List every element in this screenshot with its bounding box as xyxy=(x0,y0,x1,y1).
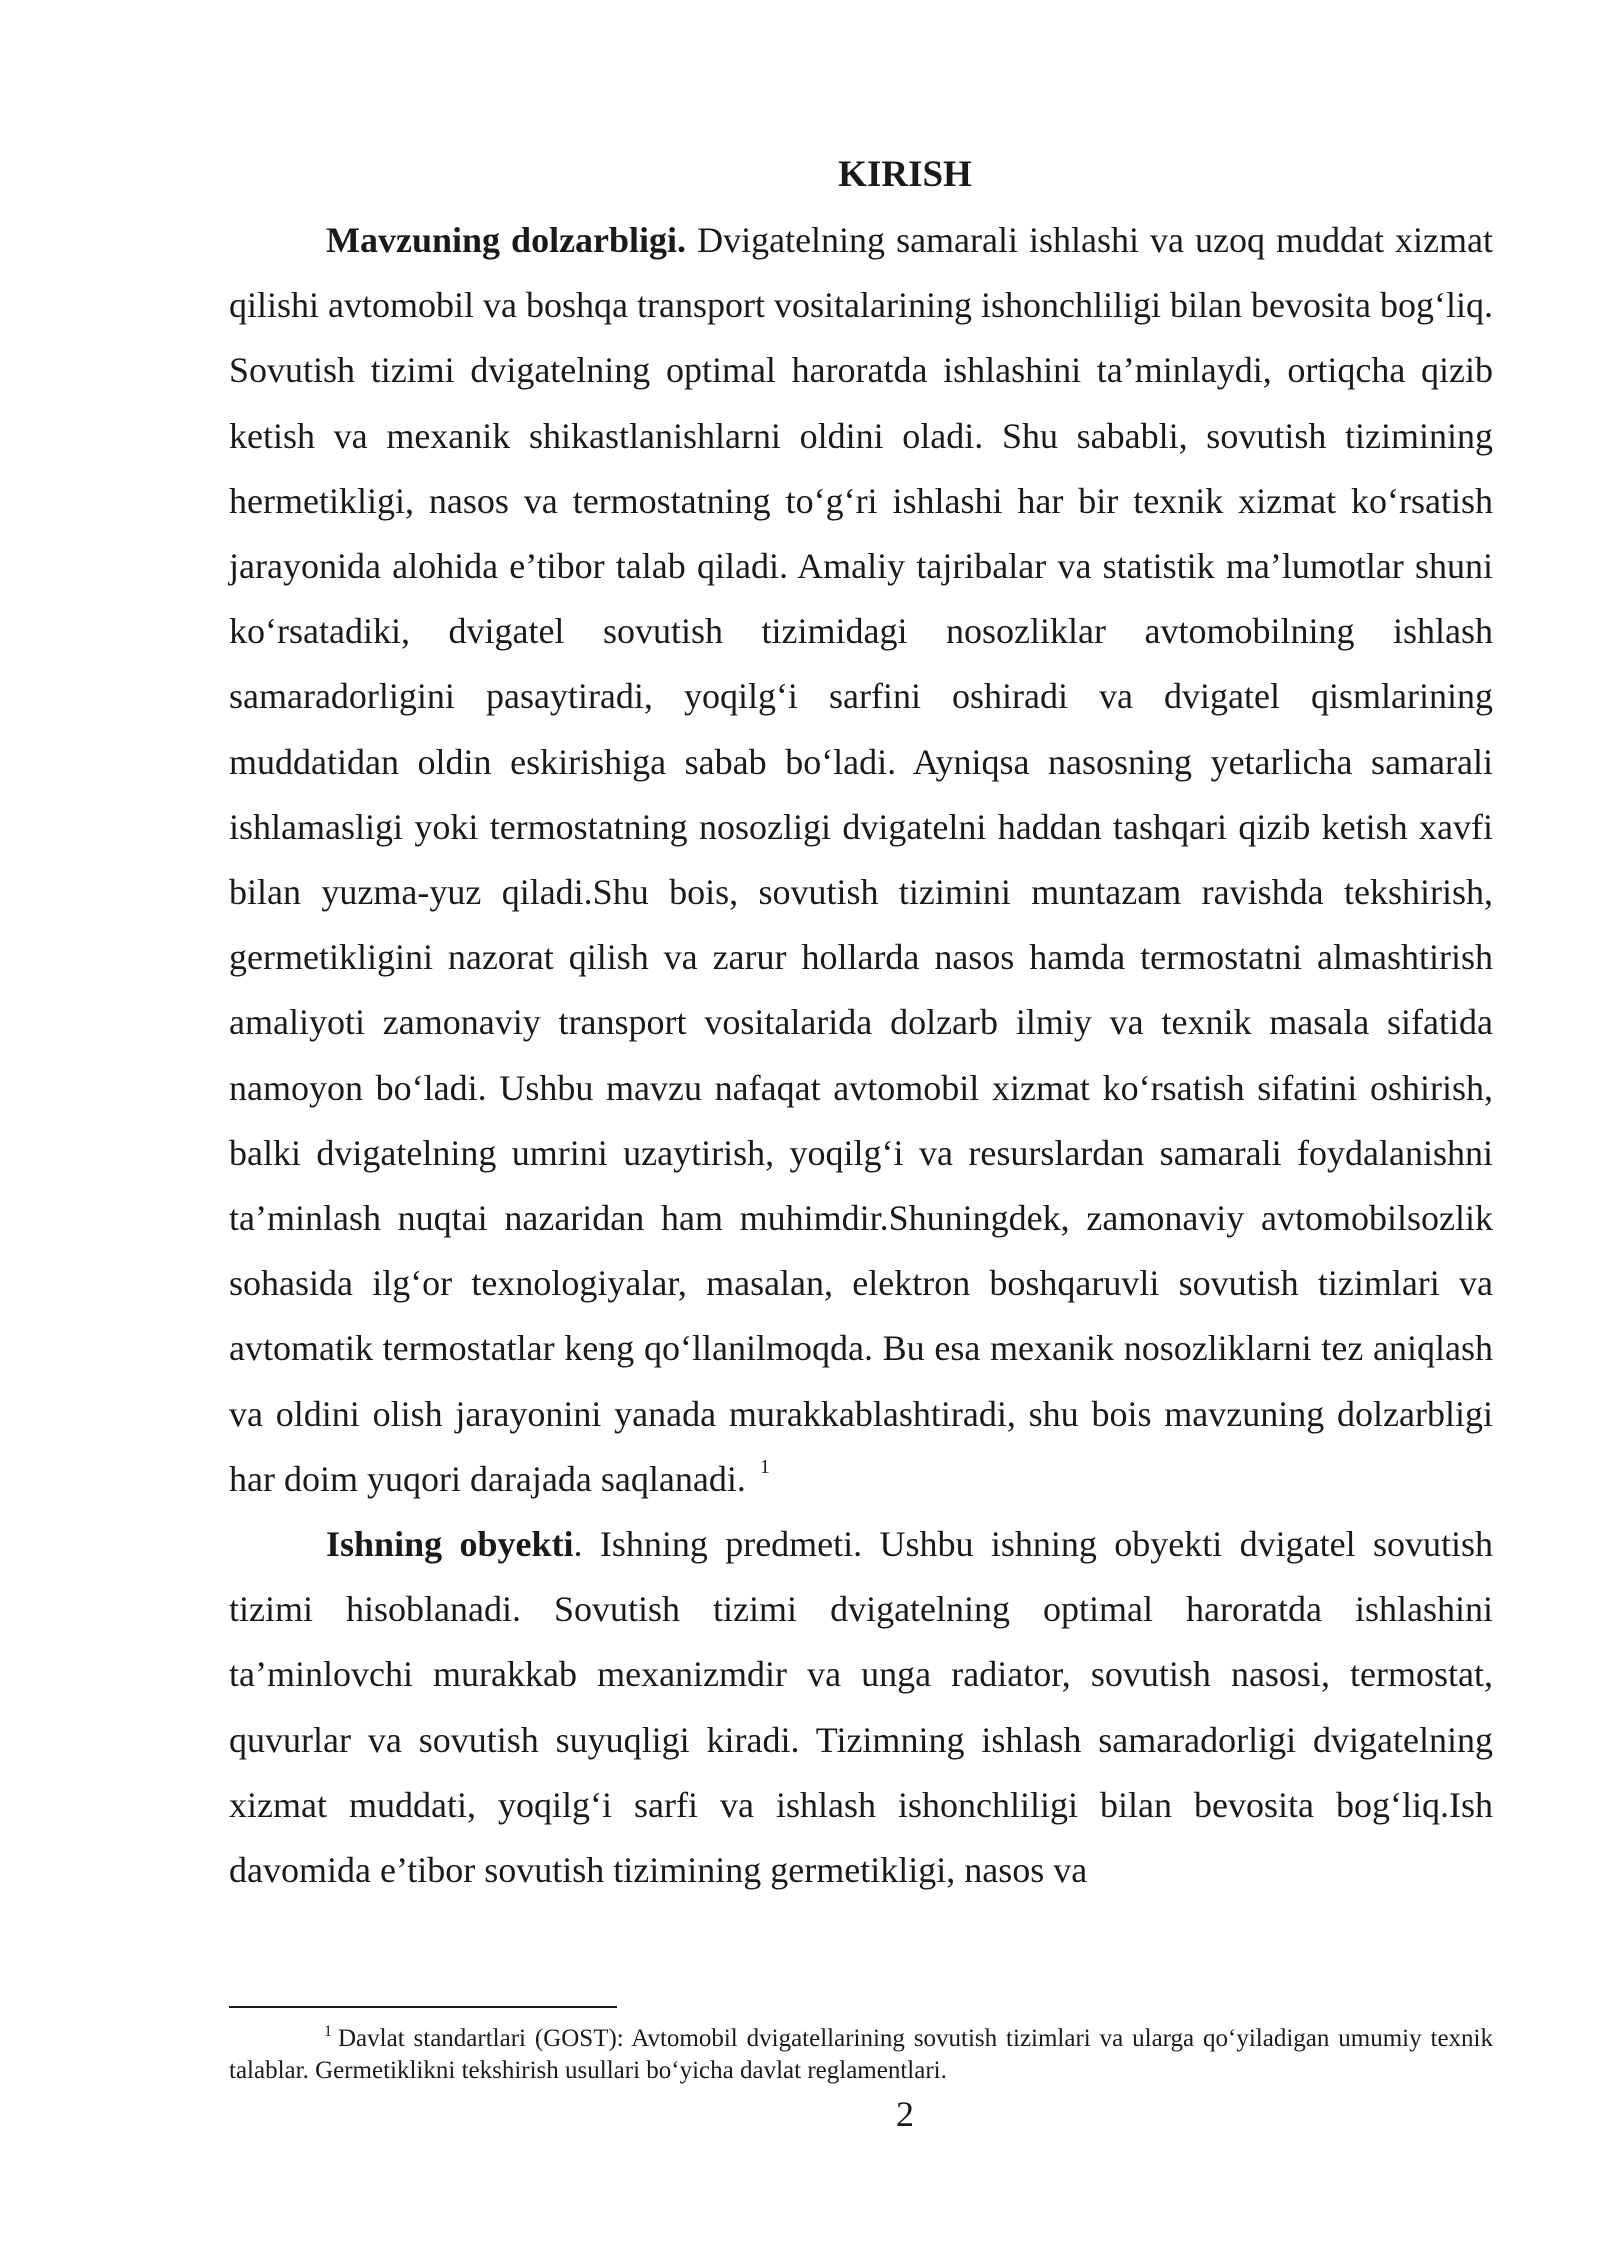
paragraph-text: . Ishning predmeti. Ushbu ishning obyekti dvigatel sovutish tizimi hisoblanadi. Sovutish tizimi dvigatelning optimal haroratda ishlashini ta’minlovchi murakkab mexanizmdir va unga radiator, sovutish nasosi, termostat, quvurlar va sovutish suyuqligi kiradi. Tizimning ishlash samaradorligi dvigatelning xizmat muddati, yoqilg‘i sarfi va ishlash ishonchliligi bilan bevosita bog‘liq.Ish davomida e’tibor sovutish tizimining germetikligi, nasos va xyxy=(229,1524,1493,1891)
body-text xyxy=(229,208,1493,1903)
footnote-separator xyxy=(229,2006,617,2008)
paragraph-text: Dvigatelning samarali ishlashi va uzoq muddat xizmat qilishi avtomobil va boshqa transport vositalarining ishonchliligi bilan bevosita bog‘liq. Sovutish tizimi dvigatelning optimal haroratda ishlashini ta’minlaydi, ortiqcha qizib ketish va mexanik shikastlanishlarni oldini oladi. Shu sababli, sovutish tizimining hermetikligi, nasos va termostatning to‘g‘ri ishlashi har bir texnik xizmat ko‘rsatish jarayonida alohida e’tibor talab qiladi. Amaliy tajribalar va statistik ma’lumotlar shuni ko‘rsatadiki, dvigatel sovutish tizimidagi nosozliklar avtomobilning ishlash samaradorligini pasaytiradi, yoqilg‘i sarfini oshiradi va dvigatel qismlarining muddatidan oldin eskirishiga sabab bo‘ladi. Ayniqsa nasosning yetarlicha samarali ishlamasligi yoki termostatning nosozligi dvigatelni haddan tashqari qizib ketish xavfi bilan yuzma-yuz qiladi.Shu bois, sovutish tizimini muntazam ravishda tekshirish, germetikligini nazorat qilish va zarur hollarda nasos hamda termostatni almashtirish amaliyoti zamonaviy transport vositalarida dolzarb ilmiy va texnik masala sifatida namoyon bo‘ladi. Ushbu mavzu nafaqat avtomobil xizmat ko‘rsatish sifatini oshirish, balki dvigatelning umrini uzaytirish, yoqilg‘i va resurslardan samarali foydalanishni ta’minlash nuqtai nazaridan ham muhimdir.Shuningdek, zamonaviy avtomobilsozlik sohasida ilg‘or texnologiyalar, masalan, elektron boshqaruvli sovutish tizimlari va avtomatik termostatlar keng qo‘llanilmoqda. Bu esa mexanik nosozliklarni tez aniqlash va oldini olish jarayonini yanada murakkablashtiradi, shu bois mavzuning dolzarbligi har doim yuqori darajada saqlanadi. xyxy=(229,220,1494,1499)
paragraph-lead: Mavzuning dolzarbligi. xyxy=(326,220,687,260)
paragraph-relevance xyxy=(229,208,1493,1512)
section-heading: KIRISH xyxy=(838,154,972,195)
page-number: 2 xyxy=(896,2094,914,2134)
footnote-reference[interactable]: 1 xyxy=(759,1455,770,1478)
footnote-mark: 1 xyxy=(324,2023,332,2040)
paragraph-object xyxy=(229,1512,1493,1903)
footnote-text: Davlat standartlari (GOST): Avtomobil dvigatellarining sovutish tizimlari va ularga qo‘yiladigan umumiy texnik talablar. Germetiklikni tekshirish usullari bo‘yicha davlat reglamentlari. xyxy=(229,2025,1493,2084)
paragraph-lead: Ishning obyekti xyxy=(326,1524,574,1565)
footnote xyxy=(229,2023,1493,2087)
footnote-entry xyxy=(229,2023,1493,2087)
